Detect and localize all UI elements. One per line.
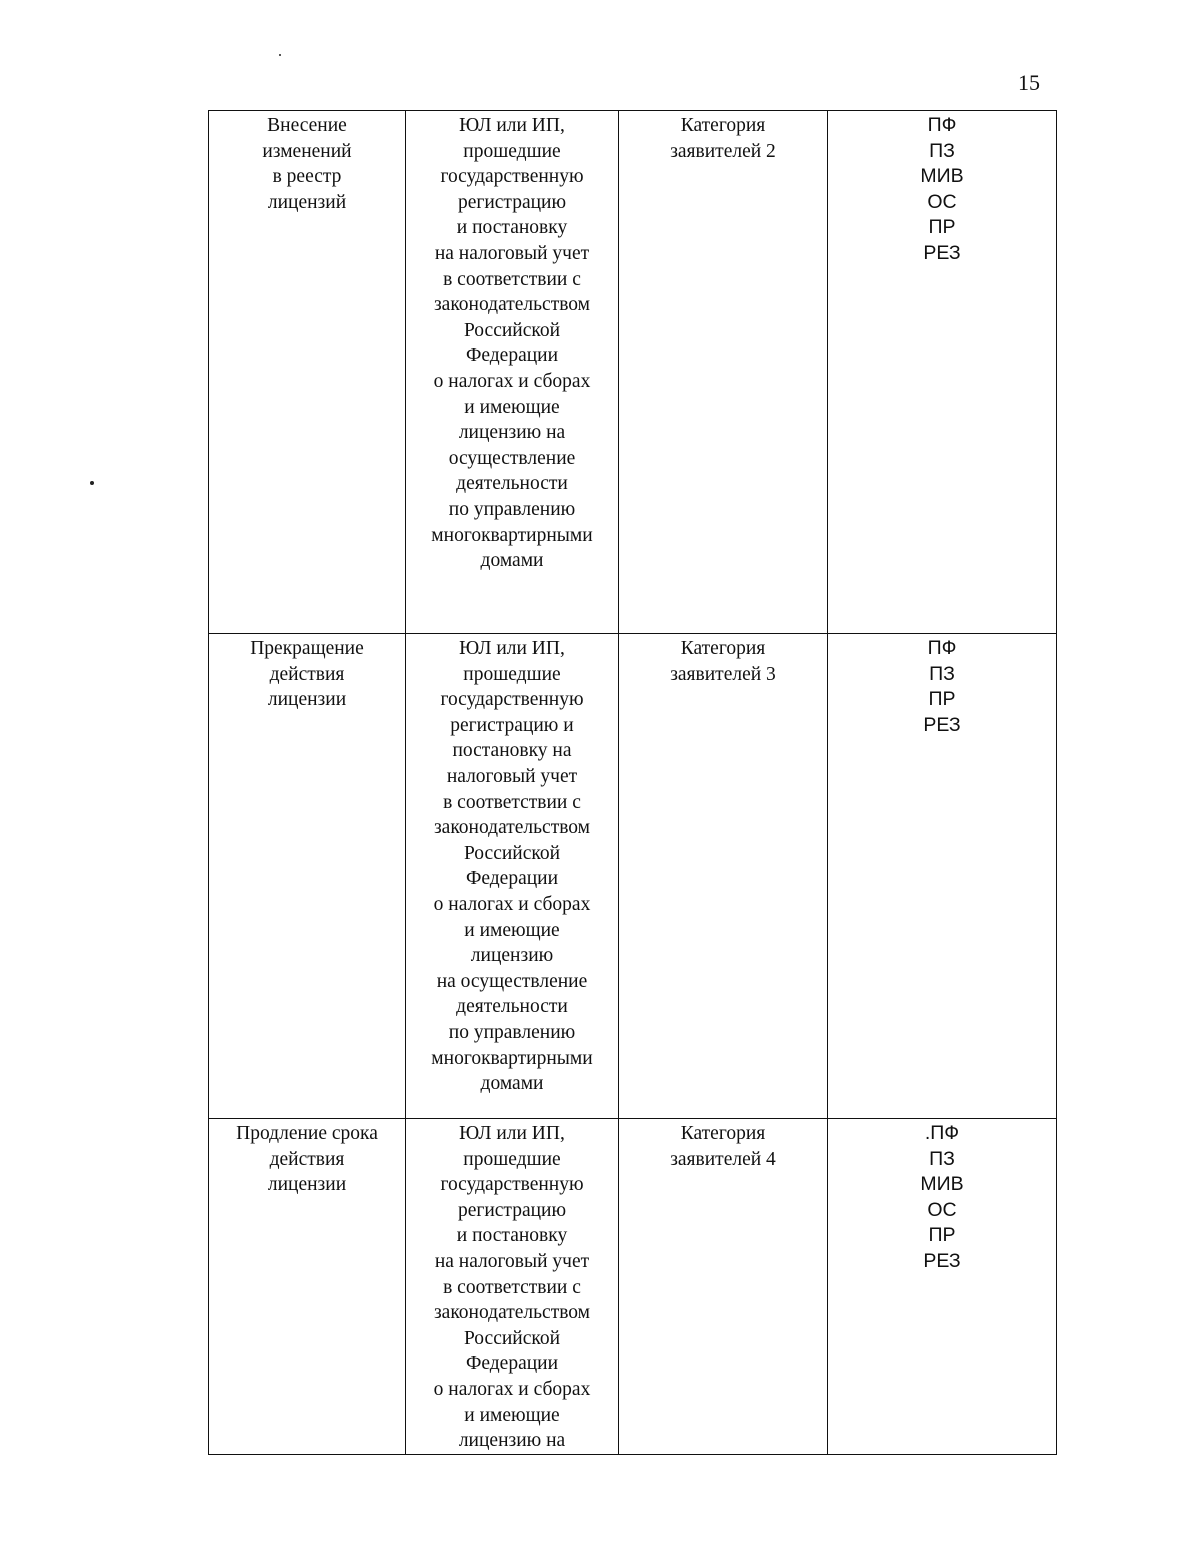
- text-line: законодательством: [433, 1302, 591, 1324]
- page-number: 15: [1018, 70, 1040, 95]
- scan-speck: [279, 54, 281, 56]
- text-line: лицензию на: [458, 1430, 566, 1452]
- text-line: действия: [269, 1148, 345, 1170]
- text-line: деятельности: [456, 996, 568, 1018]
- text-line: заявителей 3: [670, 663, 776, 685]
- category-cell: [619, 111, 828, 634]
- text-line: действия: [269, 663, 345, 685]
- text-line: и имеющие: [464, 919, 560, 941]
- text-line: Продление срока: [236, 1123, 378, 1144]
- text-line: МИВ: [920, 1173, 964, 1196]
- text-line: домами: [480, 550, 544, 572]
- text-line: в соответствии с: [443, 1276, 581, 1298]
- codes-cell: [828, 634, 1057, 1119]
- text-line: регистрацию: [457, 1199, 567, 1221]
- service-cell: [209, 1119, 406, 1455]
- services-table: [208, 110, 1057, 1455]
- applicants-cell: [406, 634, 619, 1119]
- text-line: государственную: [440, 689, 584, 711]
- text-line: о налогах и сборах: [433, 1378, 591, 1400]
- text-line: Федерации: [465, 1353, 559, 1375]
- text-line: прошедшие: [463, 140, 561, 162]
- text-line: государственную: [440, 166, 584, 188]
- text-line: постановку на: [452, 740, 572, 762]
- text-line: и имеющие: [464, 396, 560, 418]
- text-line: по управлению: [448, 498, 576, 520]
- text-line: в соответствии с: [443, 268, 581, 290]
- text-line: и имеющие: [464, 1404, 560, 1426]
- text-line: государственную: [440, 1174, 584, 1196]
- text-line: на осуществление: [436, 970, 588, 992]
- text-line: Категория: [680, 115, 766, 136]
- text-line: ПЗ: [929, 139, 955, 162]
- text-line: ПР: [928, 1224, 956, 1247]
- text-line: в реестр: [272, 166, 342, 188]
- text-line: РЕЗ: [923, 241, 961, 264]
- text-line: Российской: [463, 842, 561, 864]
- applicants-cell: [406, 1119, 619, 1455]
- text-line: и постановку: [456, 1225, 568, 1247]
- text-line: заявителей 4: [670, 1148, 776, 1170]
- text-line: домами: [480, 1073, 544, 1095]
- text-line: МИВ: [920, 165, 964, 188]
- table-row: [209, 634, 1057, 1119]
- text-line: ПР: [928, 688, 956, 711]
- text-line: лицензию на: [458, 422, 566, 444]
- text-line: и постановку: [456, 217, 568, 239]
- text-line: в соответствии с: [443, 791, 581, 813]
- service-cell: [209, 111, 406, 634]
- service-cell: [209, 634, 406, 1119]
- text-line: деятельности: [456, 473, 568, 495]
- text-line: Категория: [680, 638, 766, 659]
- text-line: многоквартирными: [431, 524, 593, 546]
- text-line: ПЗ: [929, 1147, 955, 1170]
- text-line: по управлению: [448, 1021, 576, 1043]
- text-line: законодательством: [433, 817, 591, 839]
- text-line: о налогах и сборах: [433, 893, 591, 915]
- text-line: на налоговый учет: [434, 1250, 590, 1272]
- codes-cell: [828, 111, 1057, 634]
- text-line: лицензий: [267, 191, 347, 213]
- category-cell: [619, 634, 828, 1119]
- text-line: лицензии: [267, 1174, 347, 1196]
- text-line: осуществление: [448, 447, 576, 469]
- text-line: налоговый учет: [446, 765, 578, 787]
- codes-cell: [828, 1119, 1057, 1455]
- text-line: ЮЛ или ИП,: [459, 638, 565, 659]
- text-line: регистрацию и: [450, 714, 574, 736]
- text-line: Российской: [463, 319, 561, 341]
- text-line: Внесение: [267, 115, 347, 136]
- table-row: [209, 111, 1057, 634]
- text-line: .ПФ: [924, 1122, 960, 1144]
- text-line: ОС: [927, 1198, 957, 1221]
- text-line: Прекращение: [250, 638, 364, 659]
- text-line: лицензии: [267, 689, 347, 711]
- text-line: Российской: [463, 1327, 561, 1349]
- scan-speck: [90, 481, 94, 485]
- text-line: ПФ: [927, 114, 957, 136]
- table-row: [209, 1119, 1057, 1455]
- applicants-cell: [406, 111, 619, 634]
- text-line: законодательством: [433, 294, 591, 316]
- text-line: ПЗ: [929, 662, 955, 685]
- text-line: ПР: [928, 216, 956, 239]
- text-line: ОС: [927, 190, 957, 213]
- text-line: прошедшие: [463, 1148, 561, 1170]
- text-line: Федерации: [465, 868, 559, 890]
- text-line: Категория: [680, 1123, 766, 1144]
- text-line: многоквартирными: [431, 1047, 593, 1069]
- category-cell: [619, 1119, 828, 1455]
- text-line: ЮЛ или ИП,: [459, 115, 565, 136]
- text-line: лицензию: [470, 945, 554, 967]
- text-line: изменений: [262, 140, 352, 162]
- text-line: ЮЛ или ИП,: [459, 1123, 565, 1144]
- text-line: РЕЗ: [923, 713, 961, 736]
- text-line: о налогах и сборах: [433, 370, 591, 392]
- text-line: на налоговый учет: [434, 242, 590, 264]
- text-line: Федерации: [465, 345, 559, 367]
- text-line: прошедшие: [463, 663, 561, 685]
- text-line: заявителей 2: [670, 140, 776, 162]
- text-line: регистрацию: [457, 191, 567, 213]
- text-line: ПФ: [927, 637, 957, 659]
- text-line: РЕЗ: [923, 1249, 961, 1272]
